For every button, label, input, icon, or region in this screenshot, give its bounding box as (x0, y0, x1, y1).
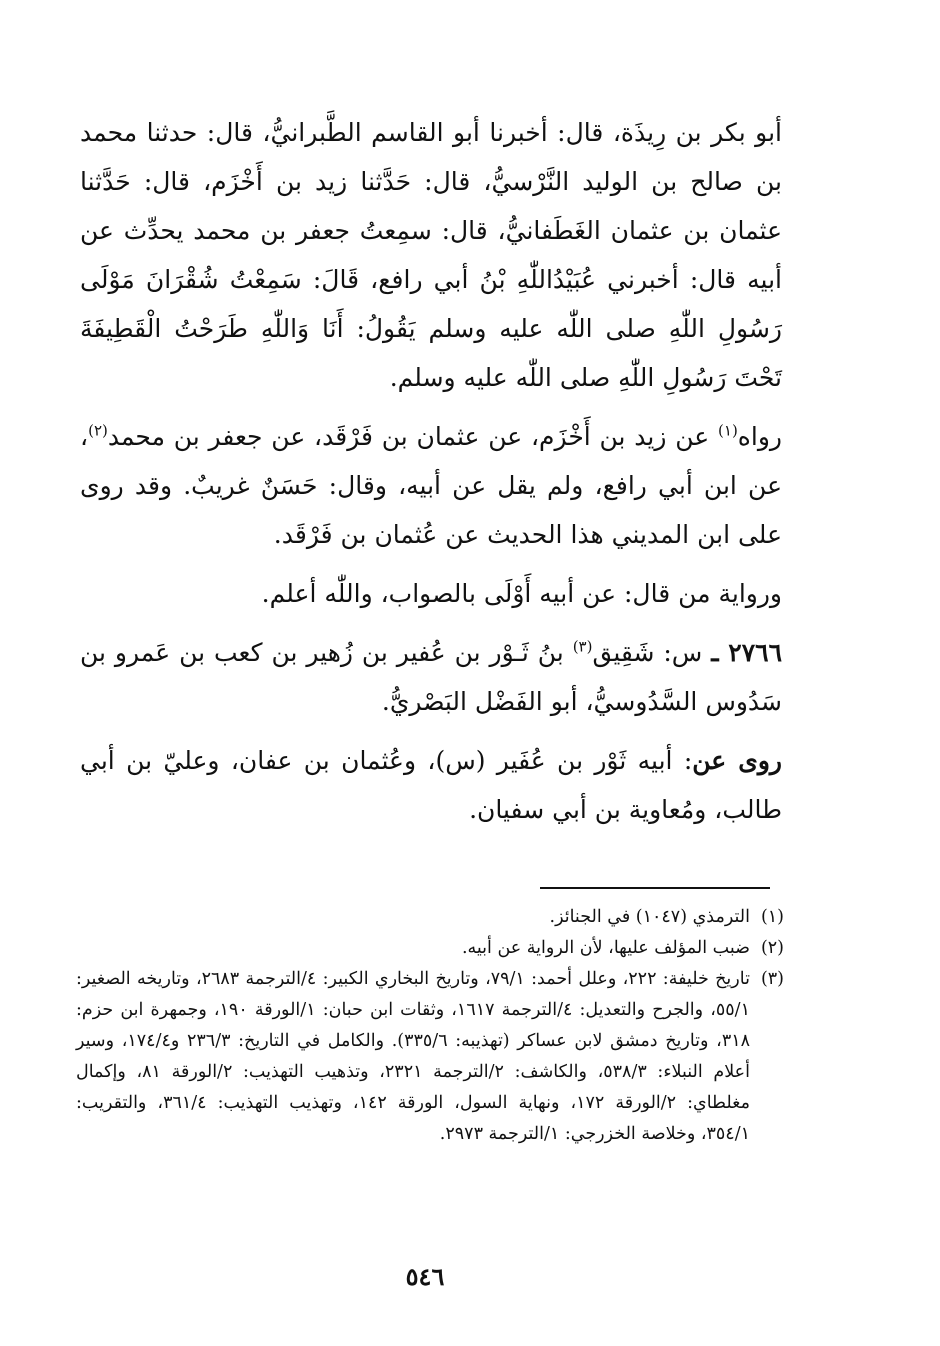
commentary-text-middle: عن زيد بن أَخْزَم، عن عثمان بن فَرْقَد، عن جعفر بن محمد (107, 422, 719, 451)
footnote-number: (٢) (760, 938, 784, 958)
commentary-text-end: ، عن ابن أبي رافع، ولم يقل عن أبيه، وقال: حَسَنٌ غريبٌ. وقد روى على ابن المديني هذا الحديث عن عُثمان بن فَرْقَد. (80, 422, 782, 549)
footnote-text: ضبب المؤلف عليها، لأن الرواية عن أبيه. (461, 938, 750, 958)
commentary-paragraph (80, 412, 782, 559)
footnote-3 (76, 964, 784, 1150)
footnote-1 (76, 902, 784, 933)
footnote-number: (١) (760, 907, 784, 927)
footnote-text: تاريخ خليفة: ٢٢٢، وعلل أحمد: ٧٩/١، وتاريخ البخاري الكبير: ٤/الترجمة ٢٦٨٣، وتاريخه الصغير: ٥٥/١، والجرح والتعديل: ٤/الترجمة ١٦١٧، وثقات ابن حبان: ١/الورقة ١٩٠، وجمهرة ابن حزم: ٣١٨، وتاريخ دمشق لابن عساكر (تهذيبه: ٣٣٥/٦). والكامل في التاريخ: ٢٣٦/٣ و١٧٤/٤، وسير أعلام النبلاء: ٥٣٨/٣، والكاشف: ٢/الترجمة ٢٣٢١، وتذهيب التهذيب: ٢/الورقة ٨١، وإكمال مغلطاي: ٢/الورقة ١٧٢، ونهاية السول، الورقة ١٤٢، وتهذيب التهذيب: ٣٦١/٤، والتقريب: ٣٥٤/١، وخلاصة الخزرجي: ١/الترجمة ٢٩٧٣. (76, 969, 751, 1144)
footnote-text: الترمذي (١٠٤٧) في الجنائز. (549, 907, 750, 927)
footnote-2 (76, 933, 784, 964)
isnad-paragraph: أبو بكر بن رِيذَة، قال: أخبرنا أبو القاسم الطَّبرانيُّ، قال: حدثنا محمد بن صالح بن الوليد النَّرْسيُّ، قال: حَدَّثنا زيد بن أَخْزَم، قال: حَدَّثنا عثمان بن عثمان الغَطَفانيُّ، قال: سمِعتُ جعفر بن محمد يحدِّث عن أبيه قال: أخبرني عُبَيْدُاللّٰهِ بْنُ أبي رافع، قَالَ: سَمِعْتُ شُقْرَانَ مَوْلَى رَسُولِ اللّٰهِ صلى اللّٰه عليه وسلم يَقُولُ: أَنَا وَاللّٰهِ طَرَحْتُ الْقَطِيفَةَ تَحْتَ رَسُولِ اللّٰهِ صلى اللّٰه عليه وسلم. (80, 118, 782, 392)
narrated-from-label: روى عن (692, 746, 782, 775)
footnote-number: (٣) (760, 969, 784, 989)
narrated-from-text: : أبيه ثَوْر بن عُفَير (س)، وعُثمان بن عفان، وعليّ بن أبي طالب، ومُعاوية بن أبي سفيان. (80, 746, 782, 824)
entry-text-start: س: شَقِيق (592, 638, 712, 667)
conclusion-paragraph: ورواية من قال: عن أبيه أَوْلَى بالصواب، واللّٰه أعلم. (261, 579, 782, 608)
page-number: ٥٤٦ (405, 1262, 445, 1291)
main-text (80, 108, 782, 842)
footnote-ref-3[interactable]: (٣) (572, 637, 593, 656)
footnotes (76, 902, 784, 1150)
commentary-text-start: رواه (737, 422, 782, 451)
entry-paragraph (80, 628, 782, 726)
footnote-separator (540, 887, 770, 889)
footnote-ref-2[interactable]: (٢) (88, 421, 108, 440)
narrated-from-paragraph (80, 736, 782, 834)
footnote-ref-1[interactable]: (١) (718, 421, 738, 440)
entry-number: ٢٧٦٦ ـ (711, 638, 782, 667)
entry-text-end: بنُ ثَـوْر بن عُفير بن زُهير بن كعب بن عَمرو بن سَدُوس السَّدُوسيُّ، أبو الفَضْل البَصْريُّ. (80, 638, 782, 716)
